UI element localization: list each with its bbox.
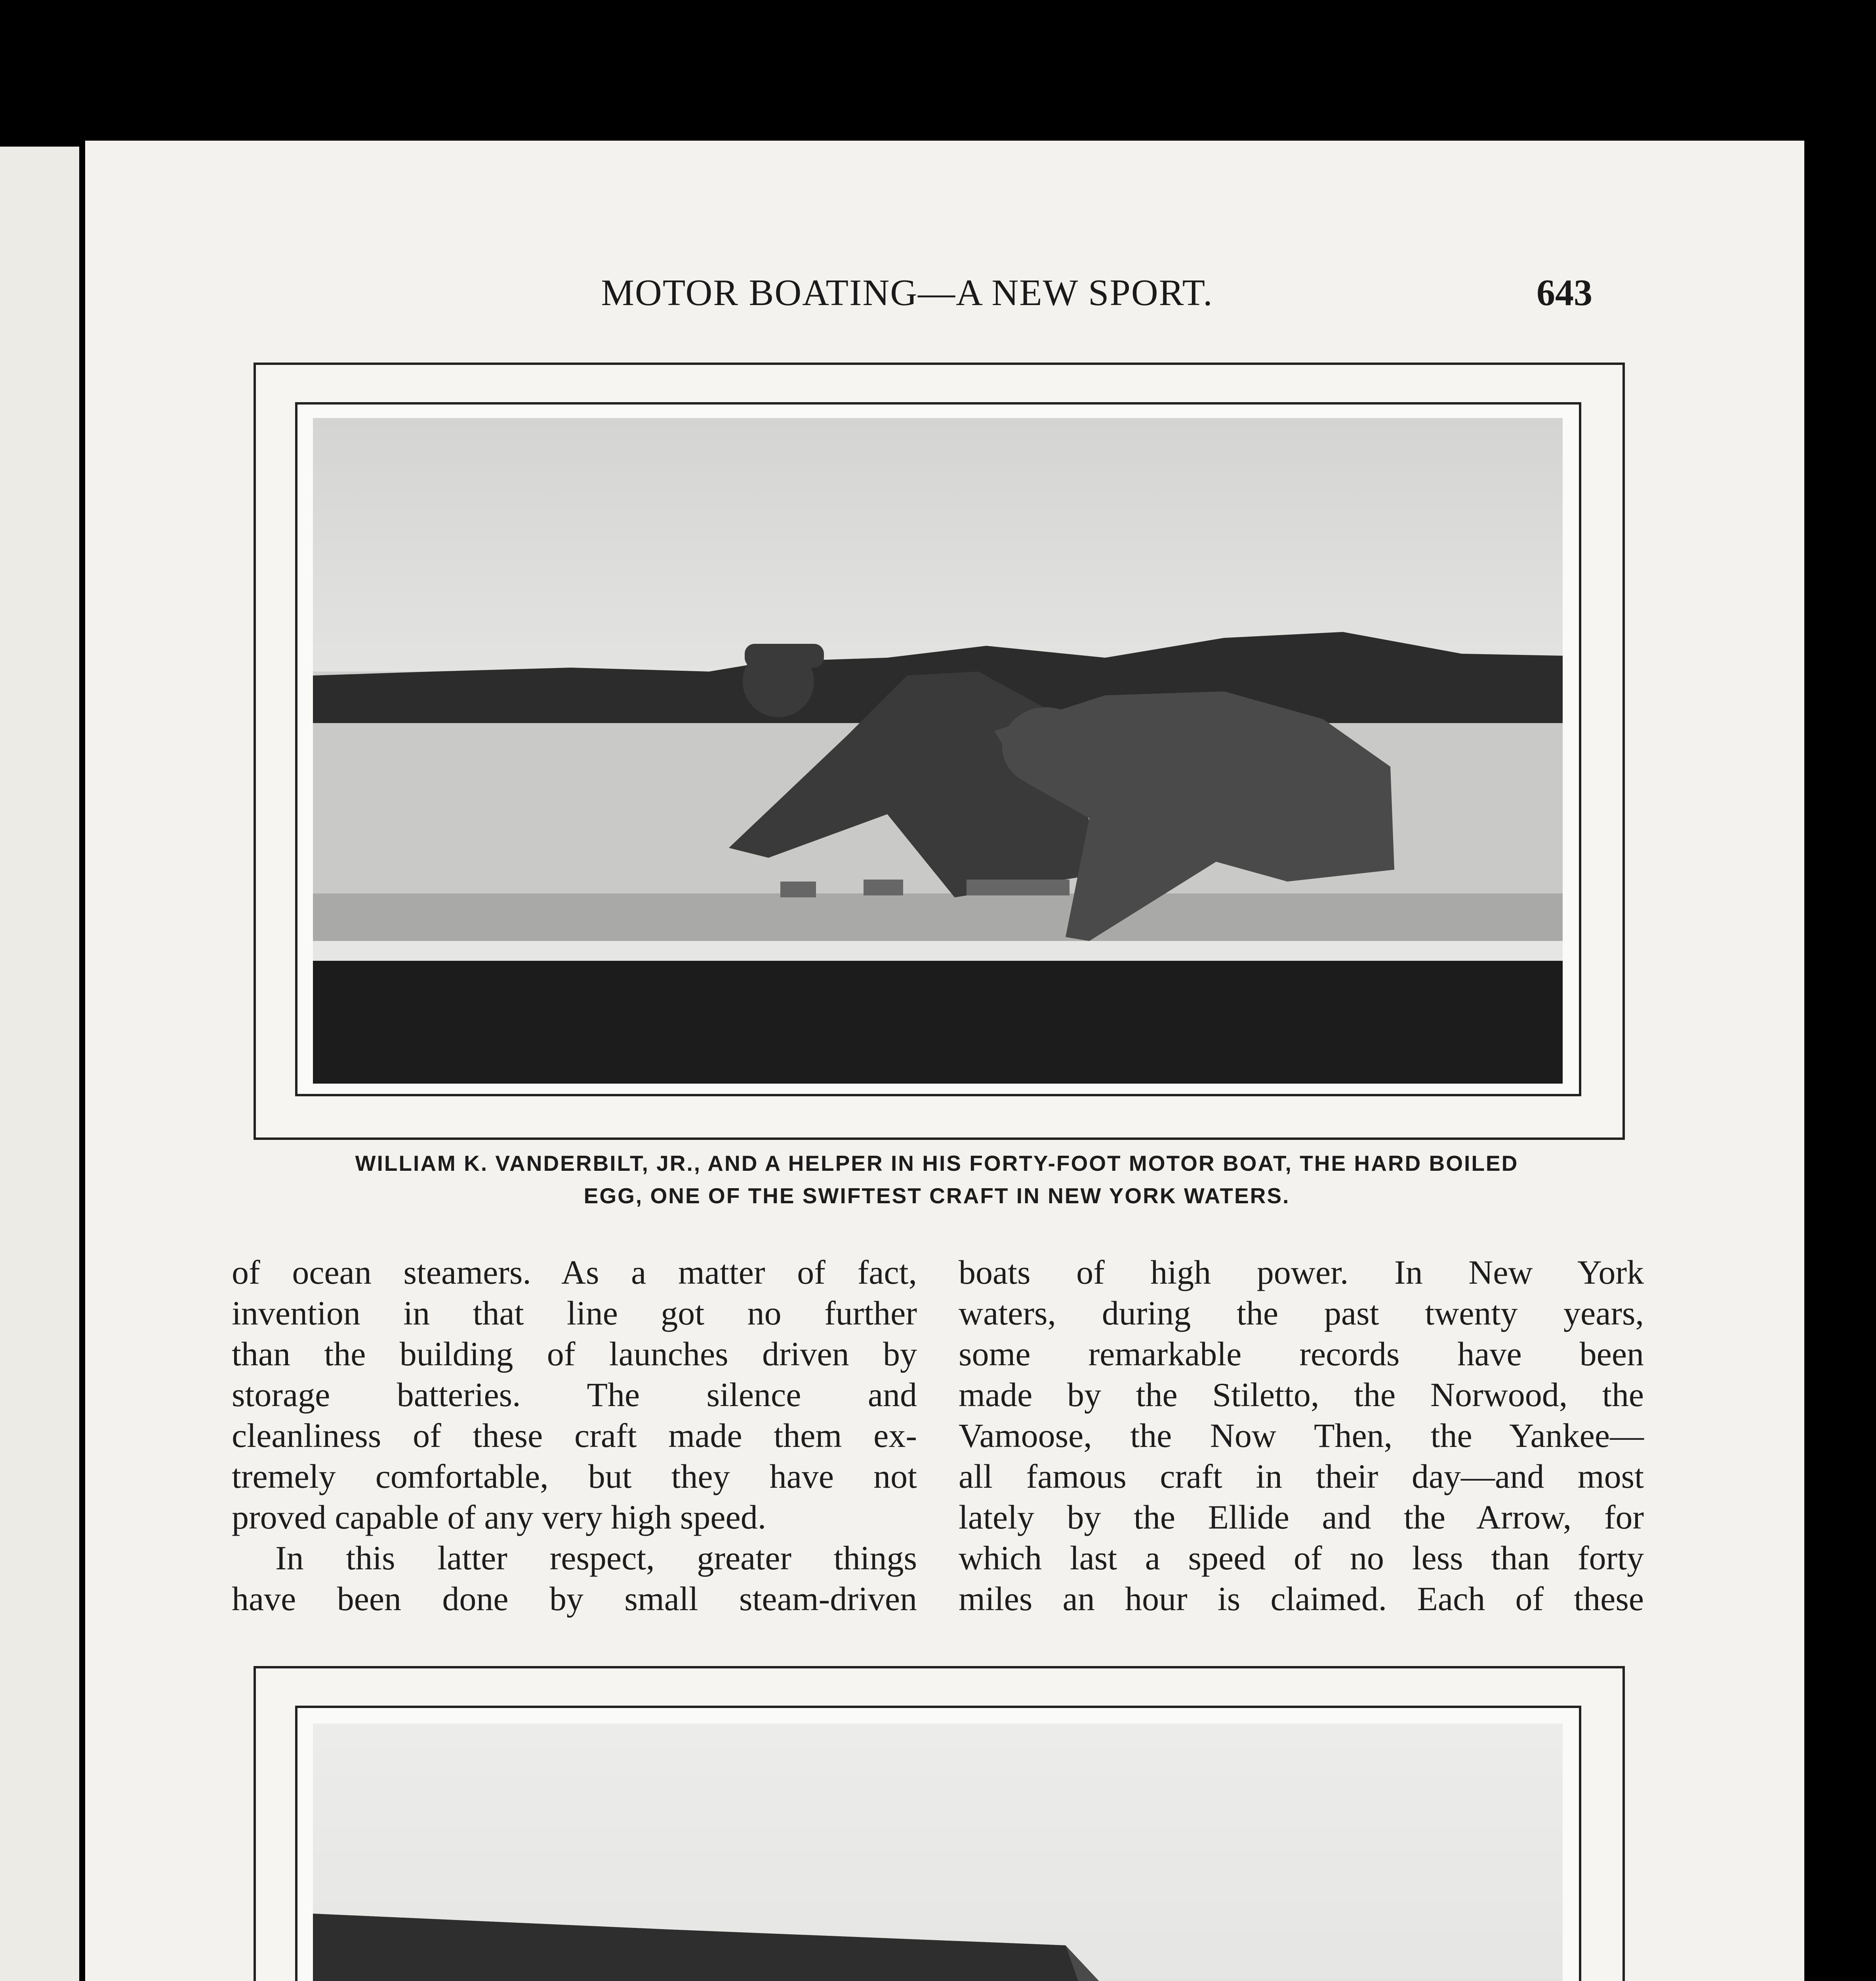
text-line: lately by the Ellide and the Arrow, for [959, 1498, 1644, 1536]
facing-page-edge [0, 147, 79, 1981]
page-number: 643 [1537, 272, 1592, 313]
text-line: than the building of launches driven by [232, 1335, 917, 1373]
text-line: miles an hour is claimed. Each of these [959, 1580, 1644, 1618]
figure-1-caption-line-1: WILLIAM K. VANDERBILT, JR., AND A HELPER IN HIS FORTY-FOOT MOTOR BOAT, THE HARD BOILED [355, 1151, 1519, 1176]
text-line: invention in that line got no further [232, 1294, 917, 1332]
text-line: Vamoose, the Now Then, the Yankee— [959, 1416, 1644, 1454]
text-line: tremely comfortable, but they have not [232, 1457, 917, 1495]
text-line: which last a speed of no less than forty [959, 1539, 1644, 1577]
column-1 [232, 1252, 917, 1619]
running-title: MOTOR BOATING—A NEW SPORT. [601, 272, 1213, 313]
text-line: have been done by small steam-driven [232, 1580, 917, 1618]
column-2 [959, 1252, 1644, 1619]
text-line: proved capable of any very high speed. [232, 1498, 766, 1536]
text-line: some remarkable records have been [959, 1335, 1644, 1373]
text-line: of ocean steamers. As a matter of fact, [232, 1253, 917, 1291]
figure-1-caption-line-2: EGG, ONE OF THE SWIFTEST CRAFT IN NEW YORK WATERS. [583, 1183, 1290, 1208]
text-line: In this latter respect, greater things [275, 1539, 917, 1577]
figure-1-caption [254, 1147, 1620, 1212]
text-line: waters, during the past twenty years, [959, 1294, 1644, 1332]
text-line: boats of high power. In New York [959, 1253, 1644, 1291]
figure-2-illustration [313, 1723, 1563, 1981]
text-line: cleanliness of these craft made them ex- [232, 1416, 917, 1454]
text-line: all famous craft in their day—and most [959, 1457, 1644, 1495]
text-line: storage batteries. The silence and [232, 1376, 917, 1414]
figure-1-photo [313, 418, 1563, 1084]
text-line: made by the Stiletto, the Norwood, the [959, 1376, 1644, 1414]
